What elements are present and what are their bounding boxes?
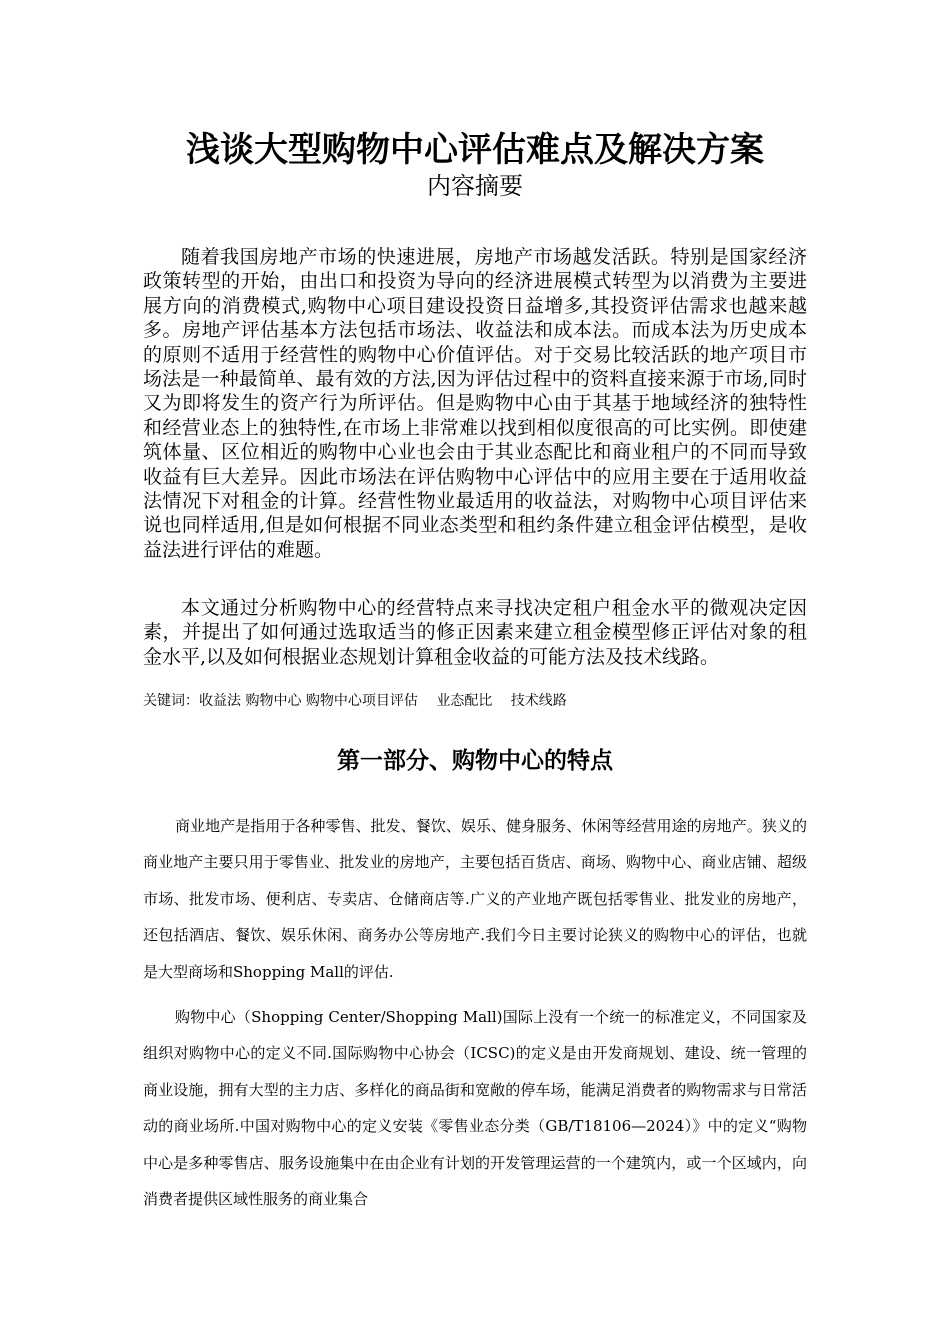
body-paragraph: 购物中心（Shopping Center/Shopping Mall)国际上没有一个统一的标准定义，不同国家及组织对购物中心的定义不同.国际购物中心协会（ICSC)的定义是由开发商规划、建设、统一管理的商业设施，拥有大型的主力店、多样化的商品街和宽敞的停车场，能满足消费者的购物需求与日常活动的商业场所.中国对购物中心的定义安装《零售业态分类（GB/T18106—2024）》中的定义“购物中心是多种零售店、服务设施集中在由企业有计划的开发管理运营的一个建筑内，或一个区域内，向消费者提供区域性服务的商业集合 bbox=[143, 1008, 807, 1209]
abstract-heading: 内容摘要 bbox=[427, 172, 523, 200]
section-heading: 第一部分、购物中心的特点 bbox=[337, 747, 613, 774]
body-paragraph: 商业地产是指用于各种零售、批发、餐饮、娱乐、健身服务、休闲等经营用途的房地产。狭义的商业地产主要只用于零售业、批发业的房地产，主要包括百货店、商场、购物中心、商业店铺、超级市场、批发市场、便利店、专卖店、仓储商店等.广义的产业地产既包括零售业、批发业的房地产，还包括酒店、餐饮、娱乐休闲、商务办公等房地产.我们今日主要讨论狭义的购物中心的评估，也就是大型商场和Shopping Mall的评估. bbox=[143, 817, 807, 981]
abstract-paragraph: 随着我国房地产市场的快速进展，房地产市场越发活跃。特别是国家经济政策转型的开始，由出口和投资为导向的经济进展模式转型为以消费为主要进展方向的消费模式,购物中心项目建设投资日益增多,其投资评估需求也越来越多。房地产评估基本方法包括市场法、收益法和成本法。而成本法为历史成本的原则不适用于经营性的购物中心价值评估。对于交易比较活跃的地产项目市场法是一种最简单、最有效的方法,因为评估过程中的资料直接来源于市场,同时又为即将发生的资产行为所评估。但是购物中心由于其基于地域经济的独特性和经营业态上的独特性,在市场上非常难以找到相似度很高的可比实例。即使建筑体量、区位相近的购物中心业也会由于其业态配比和商业租户的不同而导致收益有巨大差异。因此市场法在评估购物中心评估中的应用主要在于适用收益法情况下对租金的计算。经营性物业最适用的收益法，对购物中心项目评估来说也同样适用,但是如何根据不同业态类型和租约条件建立租金评估模型，是收益法进行评估的难题。 bbox=[143, 246, 807, 561]
document-title: 浅谈大型购物中心评估难点及解决方案 bbox=[186, 130, 764, 170]
keywords-line: 关键词：收益法 购物中心 购物中心项目评估 业态配比 技术线路 bbox=[143, 693, 567, 709]
abstract-paragraph: 本文通过分析购物中心的经营特点来寻找决定租户租金水平的微观决定因素，并提出了如何通过选取适当的修正因素来建立租金模型修正评估对象的租金水平,以及如何根据业态规划计算租金收益的可能方法及技术线路。 bbox=[143, 597, 807, 668]
